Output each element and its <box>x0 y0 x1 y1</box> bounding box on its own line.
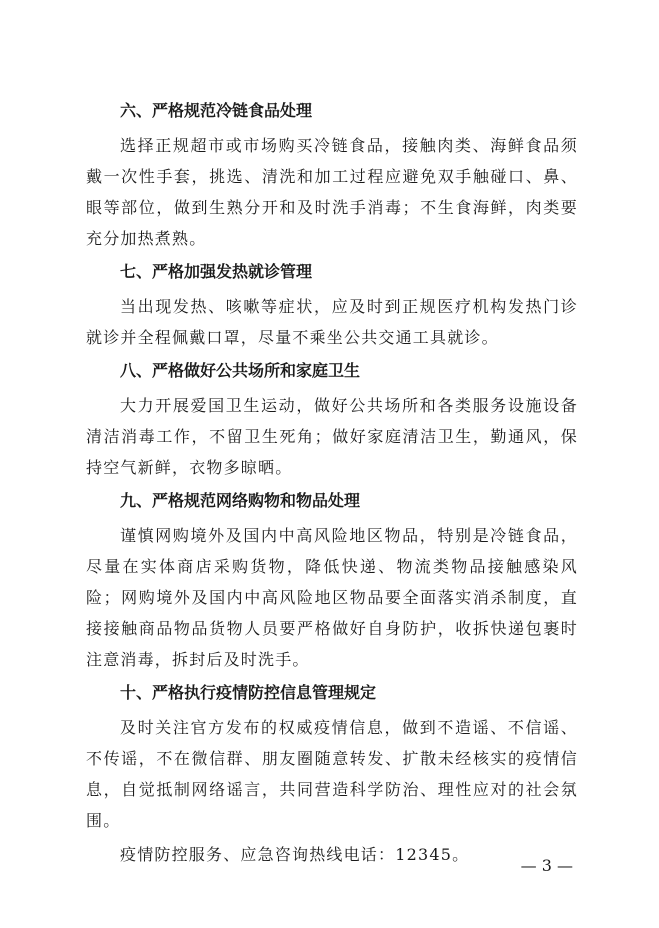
section-paragraph: 及时关注官方发布的权威疫情信息，做到不造谣、不信谣、不传谣，不在微信群、朋友圈随意转发、扩散未经核实的疫情信息，自觉抵制网络谣言，共同营造科学防治、理性应对的社会氛围。 <box>86 718 578 830</box>
page-number: — 3 — <box>520 856 573 875</box>
section-heading: 九、严格规范网络购物和物品处理 <box>120 491 361 510</box>
section-9 <box>86 486 578 675</box>
section-6 <box>86 96 578 254</box>
section-8 <box>86 356 578 483</box>
section-paragraph: 大力开展爱国卫生运动，做好公共场所和各类服务设施设备清洁消毒工作，不留卫生死角；做好家庭清洁卫生，勤通风，保持空气新鲜，衣物多晾晒。 <box>86 396 578 477</box>
section-heading: 七、严格加强发热就诊管理 <box>120 262 313 281</box>
hotline-text: 疫情防控服务、应急咨询热线电话：12345。 <box>120 845 470 864</box>
section-heading: 十、严格执行疫情防控信息管理规定 <box>120 683 377 702</box>
section-paragraph: 当出现发热、咳嗽等症状，应及时到正规医疗机构发热门诊就诊并全程佩戴口罩，尽量不乘坐公共交通工具就诊。 <box>86 297 578 347</box>
section-paragraph: 选择正规超市或市场购买冷链食品，接触肉类、海鲜食品须戴一次性手套，挑选、清洗和加工过程应避免双手触碰口、鼻、眼等部位，做到生熟分开和及时洗手消毒；不生食海鲜，肉类要充分加热煮熟。 <box>86 136 578 248</box>
document-body <box>86 96 578 870</box>
section-heading: 六、严格规范冷链食品处理 <box>120 101 313 120</box>
section-7 <box>86 257 578 353</box>
section-paragraph: 谨慎网购境外及国内中高风险地区物品，特别是冷链食品，尽量在实体商店采购货物，降低快递、物流类物品接触感染风险；网购境外及国内中高风险地区物品要全面落实消杀制度，直接接触商品物品货物人员要严格做好自身防护，收拆快递包裹时注意消毒，拆封后及时洗手。 <box>86 526 578 669</box>
section-heading: 八、严格做好公共场所和家庭卫生 <box>120 361 361 380</box>
section-10 <box>86 678 578 836</box>
